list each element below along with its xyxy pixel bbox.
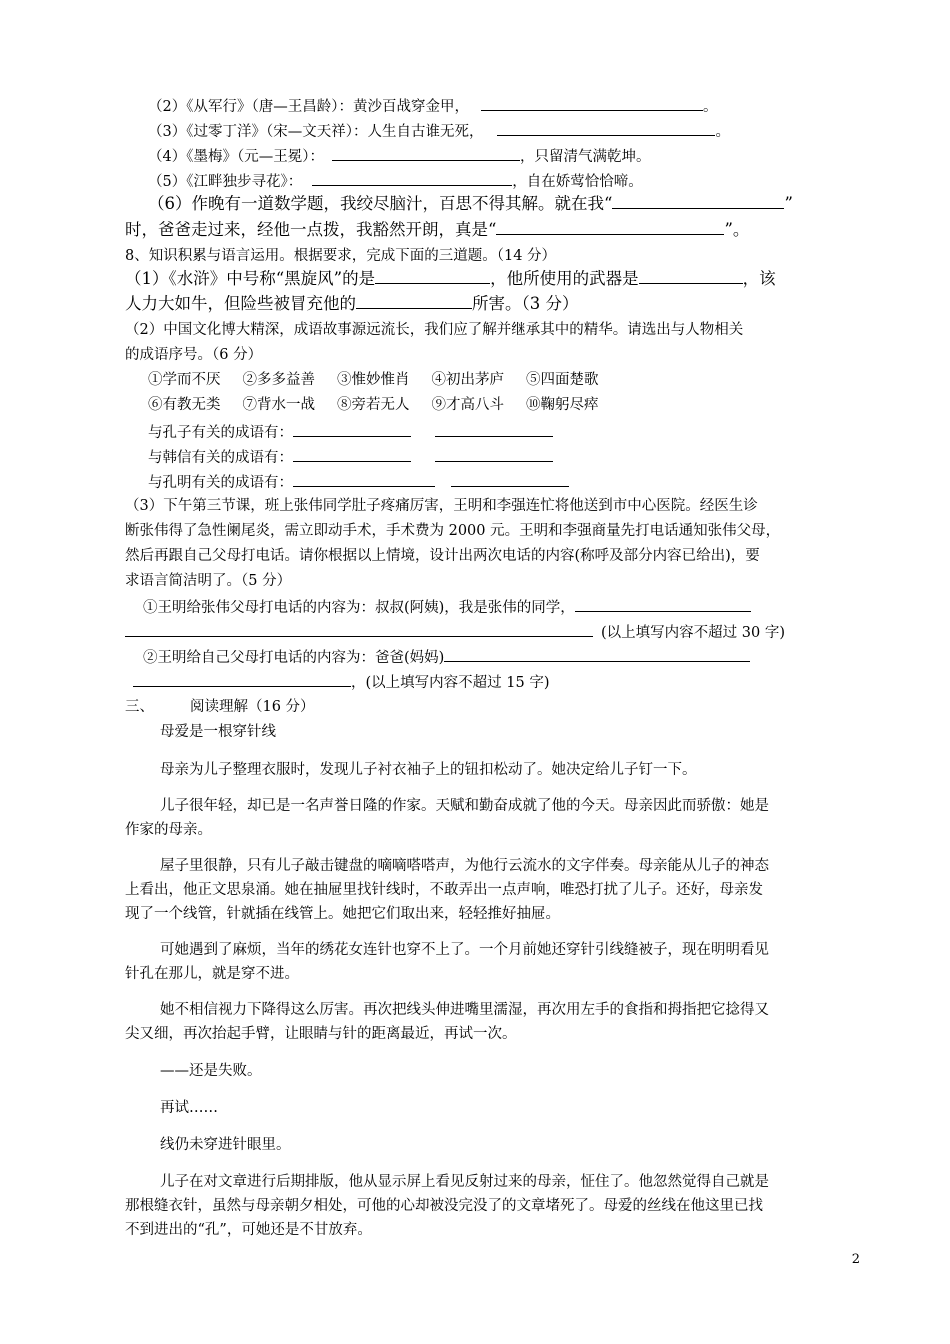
poem-line-5 xyxy=(148,170,643,192)
para-5: 她不相信视力下降得这么厉害。再次把线头伸进嘴里濡湿，再次用左手的食指和拇指把它捻得又 xyxy=(160,1002,769,1018)
article-title: 母爱是一根穿针线 xyxy=(160,724,276,740)
reading-heading xyxy=(125,697,315,717)
idioms-row-2 xyxy=(148,395,621,415)
poem-6-text-b: 时，爸爸走过来，经他一点拨，我豁然开朗，真是“ xyxy=(125,220,497,239)
para-7: 再试…… xyxy=(160,1100,218,1116)
q8-s1-text: ，他所使用的武器是 xyxy=(490,269,639,288)
poem-line-6a xyxy=(148,193,793,214)
answer-blank[interactable] xyxy=(612,193,784,209)
answer-blank[interactable] xyxy=(575,596,751,612)
call2-line xyxy=(143,646,750,668)
poem-line-6b xyxy=(125,219,749,240)
section-title: 阅读理解（16 分） xyxy=(190,699,315,715)
para-4: 可她遇到了麻烦，当年的绣花女连针也穿不上了。一个月前她还穿针引线缝被子，现在明明看见 xyxy=(160,942,769,958)
q8-s2-line2: 的成语序号。（6 分） xyxy=(125,347,263,363)
answer-blank[interactable] xyxy=(435,421,553,437)
para-9: 儿子在对文章进行后期排版，他从显示屏上看见反射过来的母亲，怔住了。他忽然觉得自己就是 xyxy=(160,1174,769,1190)
call1-text: ①王明给张伟父母打电话的内容为：叔叔(阿姨)，我是张伟的同学， xyxy=(143,600,575,616)
page-number: 2 xyxy=(851,1252,860,1267)
idiom-option: ①学而不厌 xyxy=(148,372,221,388)
answer-blank[interactable] xyxy=(293,471,435,487)
q8-s1-text: 所害。（3 分） xyxy=(472,294,579,313)
idioms-row-1 xyxy=(148,370,621,390)
poem-line-3 xyxy=(148,120,730,142)
answer-blank[interactable] xyxy=(451,471,569,487)
para-2: 儿子很年轻，却已是一名声誉日隆的作家。天赋和勤奋成就了他的今天。母亲因此而骄傲：她是 xyxy=(160,798,769,814)
idiom-option: ⑩鞠躬尽瘁 xyxy=(526,397,599,413)
answer-blank[interactable] xyxy=(444,646,750,662)
kongming-label: 与孔明有关的成语有： xyxy=(148,475,293,491)
answer-blank[interactable] xyxy=(125,621,593,637)
q8-s1-text: 人力大如牛，但险些被冒充他的 xyxy=(125,294,356,313)
idiom-option: ⑨才高八斗 xyxy=(431,397,504,413)
poem-3-text: （3）《过零丁洋》（宋—文天祥）：人生自古谁无死， xyxy=(148,124,484,140)
kongzi-label: 与孔子有关的成语有： xyxy=(148,425,293,441)
para-5-cont: 尖又细，再次抬起手臂，让眼睛与针的距离最近，再试一次。 xyxy=(125,1026,517,1042)
q8-s1-text: ，该 xyxy=(742,269,776,288)
answer-blank[interactable] xyxy=(639,268,743,284)
kongzi-line xyxy=(148,421,553,443)
q8-s3-line2: 断张伟得了急性阑尾炎，需立即动手术，手术费为 2000 元。王明和李强商量先打电话通知张伟父母， xyxy=(125,523,781,539)
poem-4-end: ，只留清气满乾坤。 xyxy=(519,149,651,165)
call2-line-2 xyxy=(133,671,549,693)
punct: 。 xyxy=(702,99,718,115)
para-3: 屋子里很静，只有儿子敲击键盘的嘀嘀嗒嗒声，为他行云流水的文字伴奏。母亲能从儿子的神态 xyxy=(160,858,769,874)
q8-s1-line1 xyxy=(125,268,776,289)
answer-blank[interactable] xyxy=(133,671,351,687)
para-3-cont: 上看出，他正文思泉涌。她在抽屉里找针线时，不敢弄出一点声响，唯恐打扰了儿子。还好，母亲发 xyxy=(125,882,763,898)
para-8: 线仍未穿进针眼里。 xyxy=(160,1137,291,1153)
idiom-option: ⑧旁若无人 xyxy=(337,397,410,413)
idiom-option: ⑥有教无类 xyxy=(148,397,221,413)
q8-s1-text: （1）《水浒》中号称“黑旋风”的是 xyxy=(125,269,376,288)
call1-note: (以上填写内容不超过 30 字) xyxy=(601,625,785,641)
idiom-option: ⑤四面楚歌 xyxy=(526,372,599,388)
section-number: 三、 xyxy=(125,699,154,715)
answer-blank[interactable] xyxy=(497,120,715,136)
hanxin-label: 与韩信有关的成语有： xyxy=(148,450,293,466)
para-9-cont: 不到进出的“孔”，可她还是不甘放弃。 xyxy=(125,1222,372,1238)
call2-text: ②王明给自己父母打电话的内容为：爸爸(妈妈) xyxy=(143,650,445,666)
q8-s3-line4: 求语言简洁明了。（5 分） xyxy=(125,573,292,589)
idiom-option: ⑦背水一战 xyxy=(242,397,315,413)
poem-5-text: （5）《江畔独步寻花》： xyxy=(148,174,303,190)
idiom-option: ②多多益善 xyxy=(242,372,315,388)
answer-blank[interactable] xyxy=(435,446,553,462)
answer-blank[interactable] xyxy=(293,421,411,437)
poem-line-2 xyxy=(148,95,717,117)
call1-line-2 xyxy=(125,621,785,643)
poem-4-text: （4）《墨梅》（元—王冕）： xyxy=(148,149,324,165)
answer-blank[interactable] xyxy=(293,446,411,462)
q8-s3-line3: 然后再跟自己父母打电话。请你根据以上情境，设计出两次电话的内容(称呼及部分内容已给出)，要 xyxy=(125,548,760,564)
para-4-cont: 针孔在那儿，就是穿不进。 xyxy=(125,966,299,982)
poem-5-end: ，自在娇莺恰恰啼。 xyxy=(512,174,643,190)
para-6: ——还是失败。 xyxy=(160,1063,262,1079)
kongming-line xyxy=(148,471,569,493)
punct: 。 xyxy=(715,124,730,140)
q8-s3-line1: （3）下午第三节课，班上张伟同学肚子疼痛厉害，王明和李强连忙将他送到市中心医院。经医生诊 xyxy=(125,498,758,514)
answer-blank[interactable] xyxy=(312,170,512,186)
para-1: 母亲为儿子整理衣服时，发现儿子衬衣袖子上的钮扣松动了。她决定给儿子钉一下。 xyxy=(160,762,697,778)
poem-2-text: （2）《从军行》（唐—王昌龄）：黄沙百战穿金甲， xyxy=(148,99,469,115)
q8-title: 8、知识积累与语言运用。根据要求，完成下面的三道题。（14 分） xyxy=(125,248,557,264)
answer-blank[interactable] xyxy=(496,219,724,235)
q8-s1-line2 xyxy=(125,293,579,314)
para-3-cont: 现了一个线管，针就插在线管上。她把它们取出来，轻轻推好抽屉。 xyxy=(125,906,560,922)
answer-blank[interactable] xyxy=(356,293,472,309)
answer-blank[interactable] xyxy=(481,95,703,111)
poem-6-text: （6）作晚有一道数学题，我绞尽脑汁，百思不得其解。就在我“ xyxy=(148,194,613,213)
para-2-cont: 作家的母亲。 xyxy=(125,822,212,838)
call2-note: ，(以上填写内容不超过 15 字) xyxy=(351,675,550,691)
poem-line-4 xyxy=(148,145,650,167)
call1-line xyxy=(143,596,751,618)
answer-blank[interactable] xyxy=(375,268,490,284)
idiom-option: ④初出茅庐 xyxy=(431,372,504,388)
para-9-cont: 那根缝衣针，虽然与母亲朝夕相处，可他的心却被没完没了的文章堵死了。母爱的丝线在他这里已找 xyxy=(125,1198,763,1214)
idiom-option: ③惟妙惟肖 xyxy=(337,372,410,388)
hanxin-line xyxy=(148,446,553,468)
quote-mark: ” xyxy=(784,194,793,213)
q8-s2-line1: （2）中国文化博大精深，成语故事源远流长，我们应了解并继承其中的精华。请选出与人物相关 xyxy=(125,322,744,338)
answer-blank[interactable] xyxy=(332,145,520,161)
quote-mark: ”。 xyxy=(724,220,750,239)
